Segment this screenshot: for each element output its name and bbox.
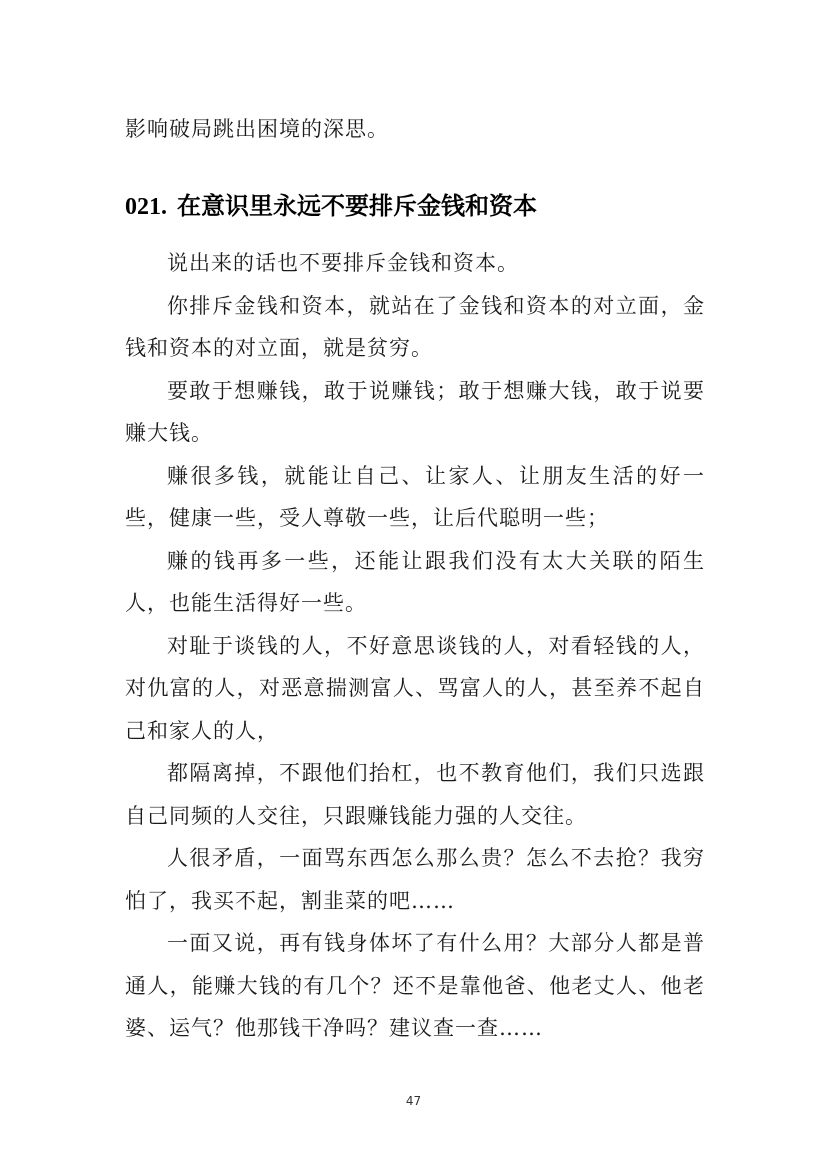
paragraph: 人很矛盾，一面骂东西怎么那么贵？怎么不去抢？我穷怕了，我买不起，割韭菜的吧…… (125, 846, 705, 913)
section-number: 021. (125, 194, 167, 220)
paragraph: 要敢于想赚钱，敢于说赚钱；敢于想赚大钱，敢于说要赚大钱。 (125, 378, 705, 445)
paragraph: 一面又说，再有钱身体坏了有什么用？大部分人都是普通人，能赚大钱的有几个？还不是靠他爸、他老丈人、他老婆、运气？他那钱干净吗？建议查一查…… (125, 931, 705, 1040)
paragraph: 都隔离掉，不跟他们抬杠，也不教育他们，我们只选跟自己同频的人交往，只跟赚钱能力强的人交往。 (125, 761, 705, 828)
paragraph: 说出来的话也不要排斥金钱和资本。 (167, 251, 519, 275)
paragraph: 你排斥金钱和资本，就站在了金钱和资本的对立面，金钱和资本的对立面，就是贫穷。 (125, 293, 705, 360)
section-body (125, 242, 705, 1050)
section-heading (125, 186, 725, 227)
section-title: 在意识里永远不要排斥金钱和资本 (177, 192, 537, 220)
page-number: 47 (405, 1094, 422, 1108)
carry-over-line: 影响破局跳出困境的深思。 (125, 117, 389, 141)
paragraph: 赚的钱再多一些，还能让跟我们没有太大关联的陌生人，也能生活得好一些。 (125, 548, 705, 615)
paragraph: 对耻于谈钱的人，不好意思谈钱的人，对看轻钱的人，对仇富的人，对恶意揣测富人、骂富人的人，甚至养不起自己和家人的人， (125, 633, 705, 743)
paragraph: 赚很多钱，就能让自己、让家人、让朋友生活的好一些，健康一些，受人尊敬一些，让后代聪明一些； (125, 463, 705, 530)
